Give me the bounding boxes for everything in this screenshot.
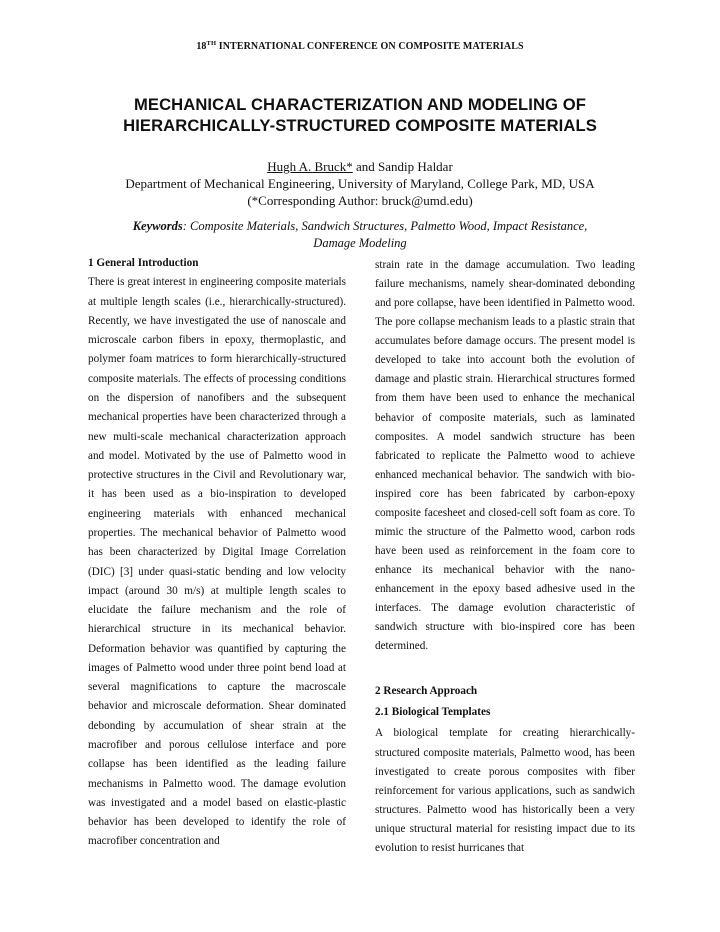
author-line: [0, 158, 720, 175]
paper-title-line-1: MECHANICAL CHARACTERIZATION AND MODELING OF: [134, 95, 586, 114]
affiliation: Department of Mechanical Engineering, University of Maryland, College Park, MD, USA: [125, 176, 595, 191]
primary-author: Hugh A. Bruck*: [267, 159, 353, 174]
keywords-list: : Composite Materials, Sandwich Structures, Palmetto Wood, Impact Resistance, Damage Modeling: [182, 219, 588, 250]
subsection-heading-biological-templates: 2.1 Biological Templates: [375, 706, 491, 719]
introduction-paragraph: There is great interest in engineering composite materials at multiple length scales (i.e., hierarchically-structured). Recently, we have investigated the use of nanoscale and microscale carbon fibers in epoxy, thermoplastic, and polymer foam matrices to form hierarchically-structured composite materials. The effects of processing conditions on the dispersion of nanofibers and the subsequent mechanical properties have been characterized through a new multi-scale mechanical characterization approach and model. Motivated by the use of Palmetto wood in protective structures in the Civil and Revolutionary war, it has been used as a bio-inspiration to developed engineering materials with enhanced mechanical properties. The mechanical behavior of Palmetto wood has been characterized by Digital Image Correlation (DIC) [3] under quasi-static bending and low velocity impact (around 30 m/s) at multiple length scales to elucidate the failure mechanism and the role of hierarchical structure in its mechanical behavior. Deformation behavior was quantified by capturing the images of Palmetto wood under three point bend load at several magnifications to capture the macroscale behavior and microscale deformation. Shear dominated debonding by accumulation of shear strain at the macrofiber and porous cellulose interface and pore collapse has been identified as the leading failure mechanisms in Palmetto wood. The damage evolution was investigated and a model based on elastic-plastic behavior has been developed to identify the role of macrofiber concentration and: [88, 276, 346, 848]
section-heading-introduction: 1 General Introduction: [88, 257, 199, 269]
running-header: [0, 40, 720, 52]
conference-ordinal-suffix: TH: [206, 40, 217, 47]
biological-templates-paragraph: A biological template for creating hierarchically-structured composite materials, Palmetto wood, has been investigated to create porous composites with fiber reinforcement for various applications, such as sandwich structures. Palmetto wood has historically been a very unique structural material for resisting impact due to its evolution to resist hurricanes that: [375, 727, 635, 854]
conference-number: 18: [196, 41, 207, 52]
section-heading-research-approach: 2 Research Approach: [375, 685, 478, 698]
co-author: and Sandip Haldar: [352, 159, 453, 174]
corresponding-author: (*Corresponding Author: bruck@umd.edu): [247, 193, 473, 208]
right-column: [375, 256, 635, 858]
introduction-paragraph-continued: strain rate in the damage accumulation. Two leading failure mechanisms, namely shear-dominated debonding and pore collapse, have been identified in Palmetto wood. The pore collapse mechanism leads to a plastic strain that accumulates before damage occurs. The present model is developed to take into account both the evolution of damage and plastic strain. Hierarchical structures formed from them have been used to enhance the mechanical behavior of composite materials, such as laminated composites. A model sandwich structure has been fabricated to replicate the Palmetto wood to achieve enhanced mechanical behavior. The sandwich with bio-inspired core has been fabricated by carbon-epoxy composite facesheet and closed-cell soft foam as core. To mimic the structure of the Palmetto wood, carbon rods have been used as reinforcement in the foam core to enhance its mechanical behavior with the nano-enhancement in the epoxy based adhesive used in the interfaces. The damage evolution characteristic of sandwich structure with bio-inspired core has been determined.: [375, 259, 635, 653]
conference-name: INTERNATIONAL CONFERENCE ON COMPOSITE MATERIALS: [218, 41, 524, 52]
keywords: [110, 218, 610, 252]
left-column: [88, 254, 346, 852]
author-block: [0, 158, 720, 209]
paper-title-line-2: HIERARCHICALLY-STRUCTURED COMPOSITE MATERIALS: [123, 116, 597, 135]
keywords-label: Keywords: [132, 219, 183, 233]
paper-title: [60, 94, 660, 136]
